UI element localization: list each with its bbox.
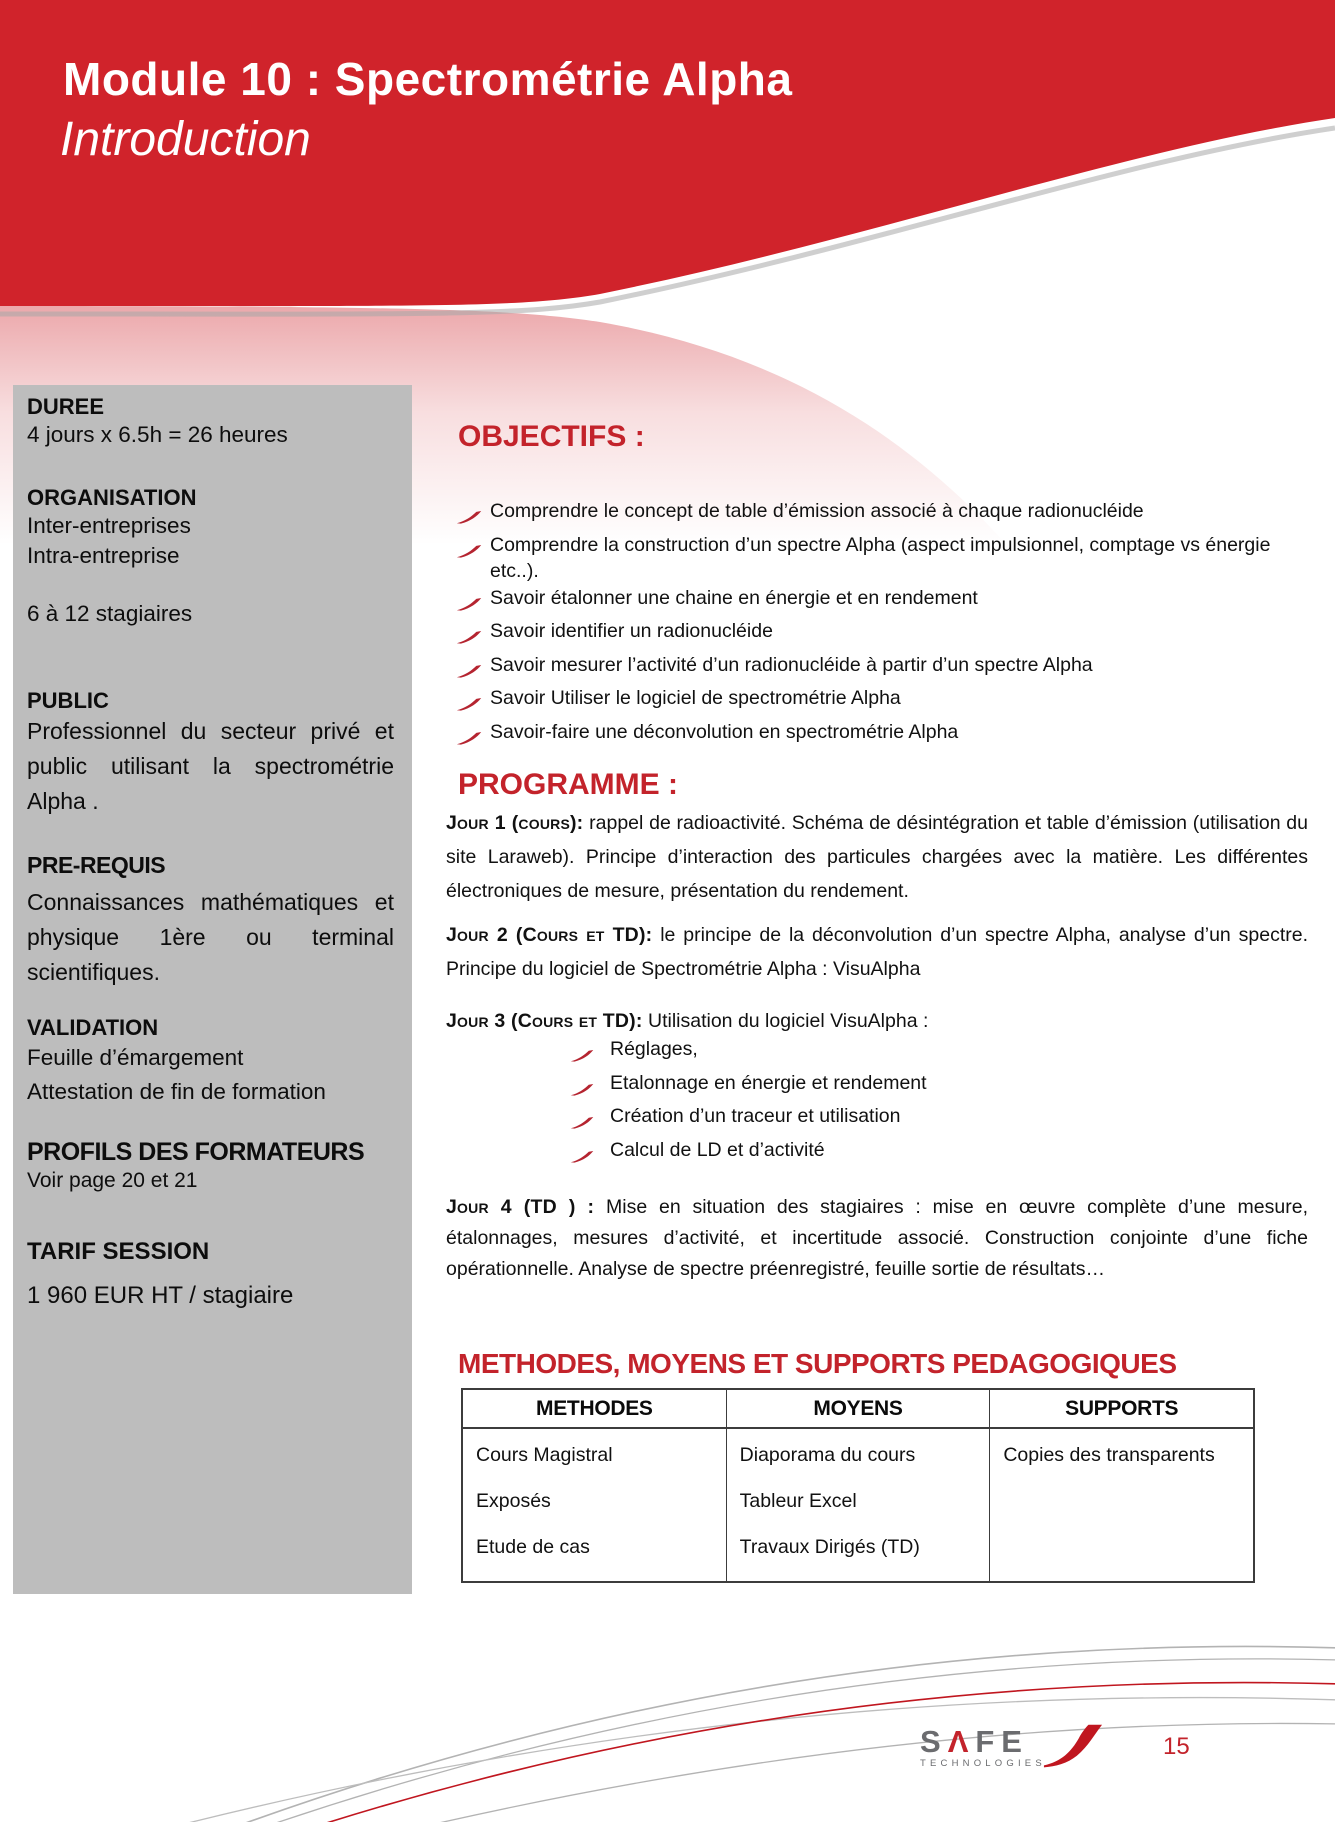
table-header-moyens: MOYENS	[727, 1390, 991, 1427]
objectifs-item-text: Savoir étalonner une chaine en énergie et en rendement	[490, 586, 978, 609]
swoosh-bullet-icon	[456, 532, 490, 566]
jour2-text: le principe de la déconvolution d’un spectre Alpha, analyse d’un spectre. Principe du logiciel de Spectrométrie Alpha : VisuAlpha	[446, 924, 1308, 980]
sidebar-validation-line1: Feuille d’émargement	[27, 1045, 244, 1070]
programme-jour2	[446, 918, 1308, 986]
objectifs-heading: OBJECTIFS :	[458, 420, 645, 453]
programme-heading: PROGRAMME :	[458, 768, 678, 801]
jour3-list	[570, 1036, 927, 1170]
sidebar-duree-heading: DUREE	[27, 394, 105, 419]
swoosh-bullet-icon	[456, 719, 490, 753]
objectifs-item	[456, 652, 1318, 686]
jour3-label: Jour 3 (Cours et TD):	[446, 1010, 643, 1032]
programme-jour3	[446, 1006, 1308, 1037]
methodes-heading: METHODES, MOYENS ET SUPPORTS PEDAGOGIQUES	[458, 1348, 1177, 1379]
jour3-item	[570, 1036, 927, 1070]
swoosh-bullet-icon	[570, 1137, 610, 1171]
methodes-table-header-row	[463, 1390, 1253, 1429]
sidebar-tarif-value: 1 960 EUR HT / stagiaire	[27, 1282, 294, 1309]
swoosh-bullet-icon	[570, 1036, 610, 1070]
swoosh-bullet-icon	[570, 1103, 610, 1137]
swoosh-bullet-icon	[456, 652, 490, 686]
table-value: Etude de cas	[476, 1536, 590, 1558]
table-cell-moyens	[727, 1429, 991, 1581]
objectifs-item-text: Comprendre le concept de table d’émission associé à chaque radionucléide	[490, 500, 1144, 522]
logo-wordmark	[920, 1724, 1046, 1759]
sidebar-organisation-line2: Intra-entreprise	[27, 543, 180, 568]
table-value: Cours Magistral	[476, 1444, 613, 1466]
objectifs-item	[456, 498, 1318, 532]
logo-subtext: TECHNOLOGIES	[920, 1758, 1046, 1769]
programme-jour1	[446, 806, 1308, 908]
sidebar-organisation-line1: Inter-entreprises	[27, 513, 191, 538]
programme-jour4	[446, 1192, 1308, 1285]
logo-letters-fe: FE	[975, 1724, 1029, 1759]
logo-letter-s: S	[920, 1724, 948, 1759]
objectifs-item	[456, 618, 1318, 652]
sidebar-tarif-heading: TARIF SESSION	[27, 1238, 210, 1265]
table-header-methodes: METHODES	[463, 1390, 727, 1427]
table-value: Travaux Dirigés (TD)	[739, 1536, 920, 1558]
jour1-text: rappel de radioactivité. Schéma de désintégration et table d’émission (utilisation du site Laraweb). Principe d’interaction des particules chargées avec la matière. Les différentes électroniques de mesure, présentation du rendement.	[446, 812, 1308, 902]
page-subtitle: Introduction	[60, 113, 311, 166]
objectifs-item-text: Savoir mesurer l’activité d’un radionucléide à partir d’un spectre Alpha	[490, 653, 1093, 676]
table-cell-methodes	[463, 1429, 727, 1581]
sidebar-public-heading: PUBLIC	[27, 688, 109, 713]
jour3-item	[570, 1070, 927, 1104]
objectifs-item	[456, 585, 1318, 619]
sidebar-prerequis-text: Connaissances mathématiques et physique 1ère ou terminal scientifiques.	[27, 889, 394, 985]
objectifs-item-text: Savoir Utiliser le logiciel de spectrométrie Alpha	[490, 687, 901, 709]
sidebar-stagiaires: 6 à 12 stagiaires	[27, 601, 193, 626]
sidebar-profils-heading: PROFILS DES FORMATEURS	[27, 1138, 365, 1166]
objectifs-list	[456, 498, 1318, 752]
jour2-label: Jour 2 (Cours et TD):	[446, 924, 653, 946]
table-cell-supports	[990, 1429, 1253, 1581]
jour3-item-text: Réglages,	[610, 1038, 698, 1060]
objectifs-item-text: Savoir-faire une déconvolution en spectrométrie Alpha	[490, 720, 959, 743]
sidebar-validation-heading: VALIDATION	[27, 1015, 159, 1040]
jour3-item	[570, 1137, 927, 1171]
jour3-text: Utilisation du logiciel VisuAlpha :	[642, 1010, 929, 1032]
sidebar-duree-value: 4 jours x 6.5h = 26 heures	[27, 422, 288, 447]
jour4-text: Mise en situation des stagiaires : mise en œuvre complète d’une mesure, étalonnages, mesures d’activité, et incertitude associé. Construction conjointe d’une fiche opérationnelle. Analyse de spectre préenregistré, feuille sortie de résultats…	[446, 1196, 1308, 1280]
jour3-item-text: Création d’un traceur et utilisation	[610, 1105, 901, 1127]
methodes-table	[461, 1388, 1255, 1583]
sidebar-profils-value: Voir page 20 et 21	[27, 1169, 198, 1192]
swoosh-bullet-icon	[456, 498, 490, 532]
swoosh-bullet-icon	[456, 685, 490, 719]
objectifs-item-text: Comprendre la construction d’un spectre Alpha (aspect impulsionnel, comptage vs énergie etc..).	[490, 533, 1271, 582]
sidebar-public-text: Professionnel du secteur privé et public utilisant la spectrométrie Alpha .	[27, 718, 394, 814]
jour4-label: Jour 4 (TD ) :	[446, 1196, 595, 1218]
jour3-item-text: Etalonnage en énergie et rendement	[610, 1071, 927, 1094]
sidebar-validation-line2: Attestation de fin de formation	[27, 1079, 326, 1104]
jour1-label: Jour 1 (cours):	[446, 812, 584, 834]
methodes-table-body-row	[463, 1429, 1253, 1581]
table-value: Copies des transparents	[1003, 1444, 1215, 1466]
jour3-item	[570, 1103, 927, 1137]
table-value: Exposés	[476, 1490, 551, 1512]
objectifs-item	[456, 719, 1318, 753]
logo-swoosh-icon	[1042, 1724, 1104, 1768]
page-title: Module 10 : Spectrométrie Alpha	[63, 53, 793, 105]
table-header-supports: SUPPORTS	[1065, 1396, 1179, 1420]
swoosh-bullet-icon	[456, 618, 490, 652]
objectifs-item	[456, 685, 1318, 719]
sidebar-organisation-heading: ORGANISATION	[27, 485, 197, 510]
objectifs-item	[456, 532, 1318, 585]
safe-technologies-logo	[920, 1724, 1046, 1769]
objectifs-item-text: Savoir identifier un radionucléide	[490, 620, 773, 642]
logo-letter-a: Λ	[947, 1724, 976, 1759]
jour3-item-text: Calcul de LD et d’activité	[610, 1138, 825, 1161]
footer-arcs-graphic	[0, 1590, 1335, 1822]
swoosh-bullet-icon	[570, 1070, 610, 1104]
sidebar-prerequis-heading: PRE-REQUIS	[27, 852, 166, 878]
table-value: Tableur Excel	[739, 1490, 857, 1512]
sidebar-info-panel	[13, 385, 412, 1594]
table-value: Diaporama du cours	[739, 1444, 916, 1466]
swoosh-bullet-icon	[456, 585, 490, 619]
page-number: 15	[1163, 1733, 1190, 1760]
